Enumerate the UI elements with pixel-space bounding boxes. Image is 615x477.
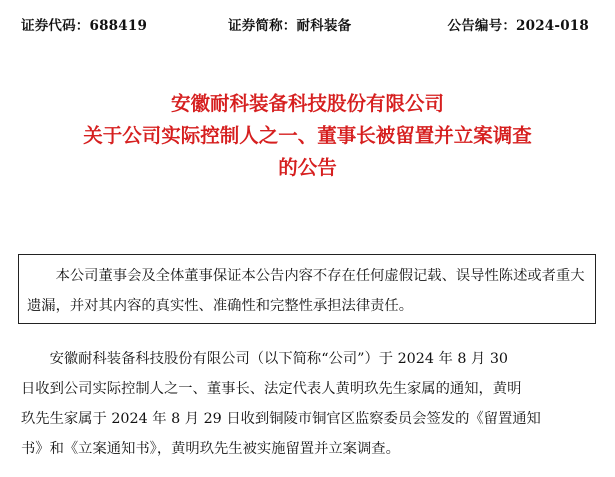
announcement-body (21, 344, 594, 464)
title-subject: 关于公司实际控制人之一、董事长被留置并立案调查 (83, 124, 532, 147)
title-suffix: 的公告 (278, 156, 337, 179)
security-short-name: 证券简称：耐科装备 (228, 18, 352, 34)
title-company-name: 安徽耐科装备科技股份有限公司 (170, 92, 444, 115)
notice-text: 本公司董事会及全体董事保证本公告内容不存在任何虚假记载、误导性陈述或者重大遗漏，并对其内容的真实性、准确性和完整性承担法律责任。 (27, 268, 585, 314)
board-guarantee-notice (18, 254, 596, 324)
announcement-title (0, 88, 615, 184)
body-line-2: 日收到公司实际控制人之一、董事长、法定代表人黄明玖先生家属的通知，黄明 (21, 381, 522, 397)
body-line-1: 安徽耐科装备科技股份有限公司（以下简称“公司”）于 2024 年 8 月 30 (49, 351, 509, 367)
announcement-header (0, 0, 615, 60)
body-line-4: 书》和《立案通知书》，黄明玖先生被实施留置并立案调查。 (21, 441, 400, 457)
security-code: 证券代码：688419 (21, 18, 148, 34)
announcement-number: 公告编号：2024-018 (447, 18, 589, 34)
body-line-3: 玖先生家属于 2024 年 8 月 29 日收到铜陵市铜官区监察委员会签发的《留置通知 (21, 411, 541, 427)
